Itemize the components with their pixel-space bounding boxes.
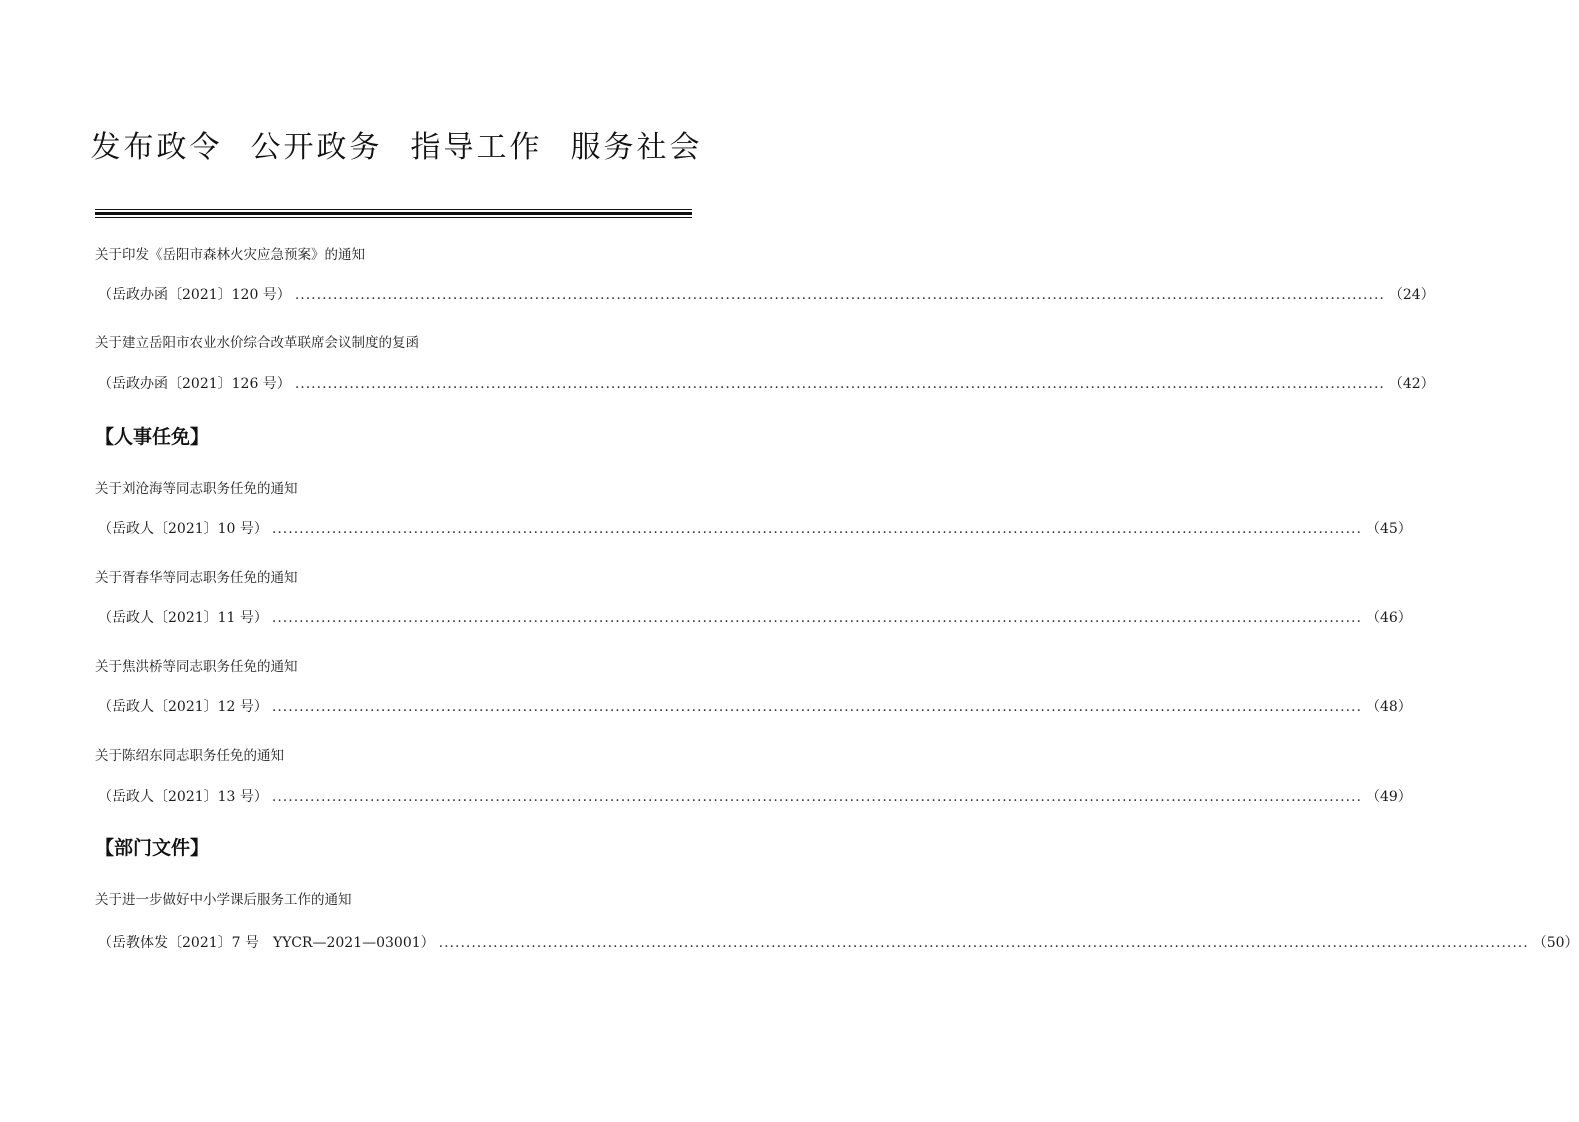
toc-entry-reference[interactable] <box>98 373 1435 393</box>
toc-entry-reference[interactable] <box>98 932 1579 952</box>
motto-phrase: 发布政令 <box>90 130 223 165</box>
toc-entry-title[interactable]: 关于刘沧海等同志职务任免的通知 <box>95 481 298 497</box>
header-motto <box>0 122 793 166</box>
page-number: （48） <box>1365 699 1412 715</box>
page-number: （50） <box>1532 935 1579 951</box>
leader-dots: ........................................................................................................................................................................................................ <box>271 699 1362 715</box>
document-number: （岳政人〔2021〕13 号） <box>98 789 268 805</box>
toc-entry-reference[interactable] <box>98 607 1412 627</box>
document-number: （岳政人〔2021〕10 号） <box>98 521 268 537</box>
toc-entry-reference[interactable] <box>98 284 1435 304</box>
document-number: （岳政办函〔2021〕120 号） <box>98 287 291 303</box>
header-rule-thin-top <box>95 209 692 210</box>
document-number: （岳政人〔2021〕12 号） <box>98 699 268 715</box>
toc-entry-title[interactable]: 关于焦洪桥等同志职务任免的通知 <box>95 659 298 675</box>
page-number: （42） <box>1388 376 1435 392</box>
toc-entry-title[interactable]: 关于建立岳阳市农业水价综合改革联席会议制度的复函 <box>95 335 419 351</box>
document-number: （岳政人〔2021〕11 号） <box>98 610 268 626</box>
leader-dots: ........................................................................................................................................................................................................ <box>271 521 1362 537</box>
page-number: （49） <box>1365 789 1412 805</box>
toc-entry-title[interactable]: 关于胥春华等同志职务任免的通知 <box>95 570 298 586</box>
toc-entry-title[interactable]: 关于印发《岳阳市森林火灾应急预案》的通知 <box>95 247 365 263</box>
leader-dots: ........................................................................................................................................................................................................ <box>294 287 1385 303</box>
header-rule-thin-bottom <box>95 217 692 218</box>
document-number: （岳教体发〔2021〕7 号 YYCR—2021—03001） <box>98 935 435 951</box>
leader-dots: ........................................................................................................................................................................................................ <box>271 610 1362 626</box>
document-number: （岳政办函〔2021〕126 号） <box>98 376 291 392</box>
toc-entry-reference[interactable] <box>98 786 1412 806</box>
toc-entry-title[interactable]: 关于进一步做好中小学课后服务工作的通知 <box>95 892 352 908</box>
header-rule-thick <box>95 212 692 215</box>
leader-dots: ........................................................................................................................................................................................................ <box>271 789 1362 805</box>
toc-entry-title[interactable]: 关于陈绍东同志职务任免的通知 <box>95 748 284 764</box>
leader-dots: ........................................................................................................................................................................................................ <box>294 376 1385 392</box>
page-number: （45） <box>1365 521 1412 537</box>
motto-phrase: 服务社会 <box>570 130 703 165</box>
page-number: （46） <box>1365 610 1412 626</box>
motto-phrase: 指导工作 <box>410 130 543 165</box>
section-heading-personnel: 【人事任免】 <box>95 426 210 448</box>
section-heading-departments: 【部门文件】 <box>95 837 210 859</box>
toc-entry-reference[interactable] <box>98 518 1412 538</box>
leader-dots: ........................................................................................................................................................................................................ <box>438 935 1529 951</box>
page-number: （24） <box>1388 287 1435 303</box>
toc-entry-reference[interactable] <box>98 696 1412 716</box>
motto-phrase: 公开政务 <box>250 130 383 165</box>
